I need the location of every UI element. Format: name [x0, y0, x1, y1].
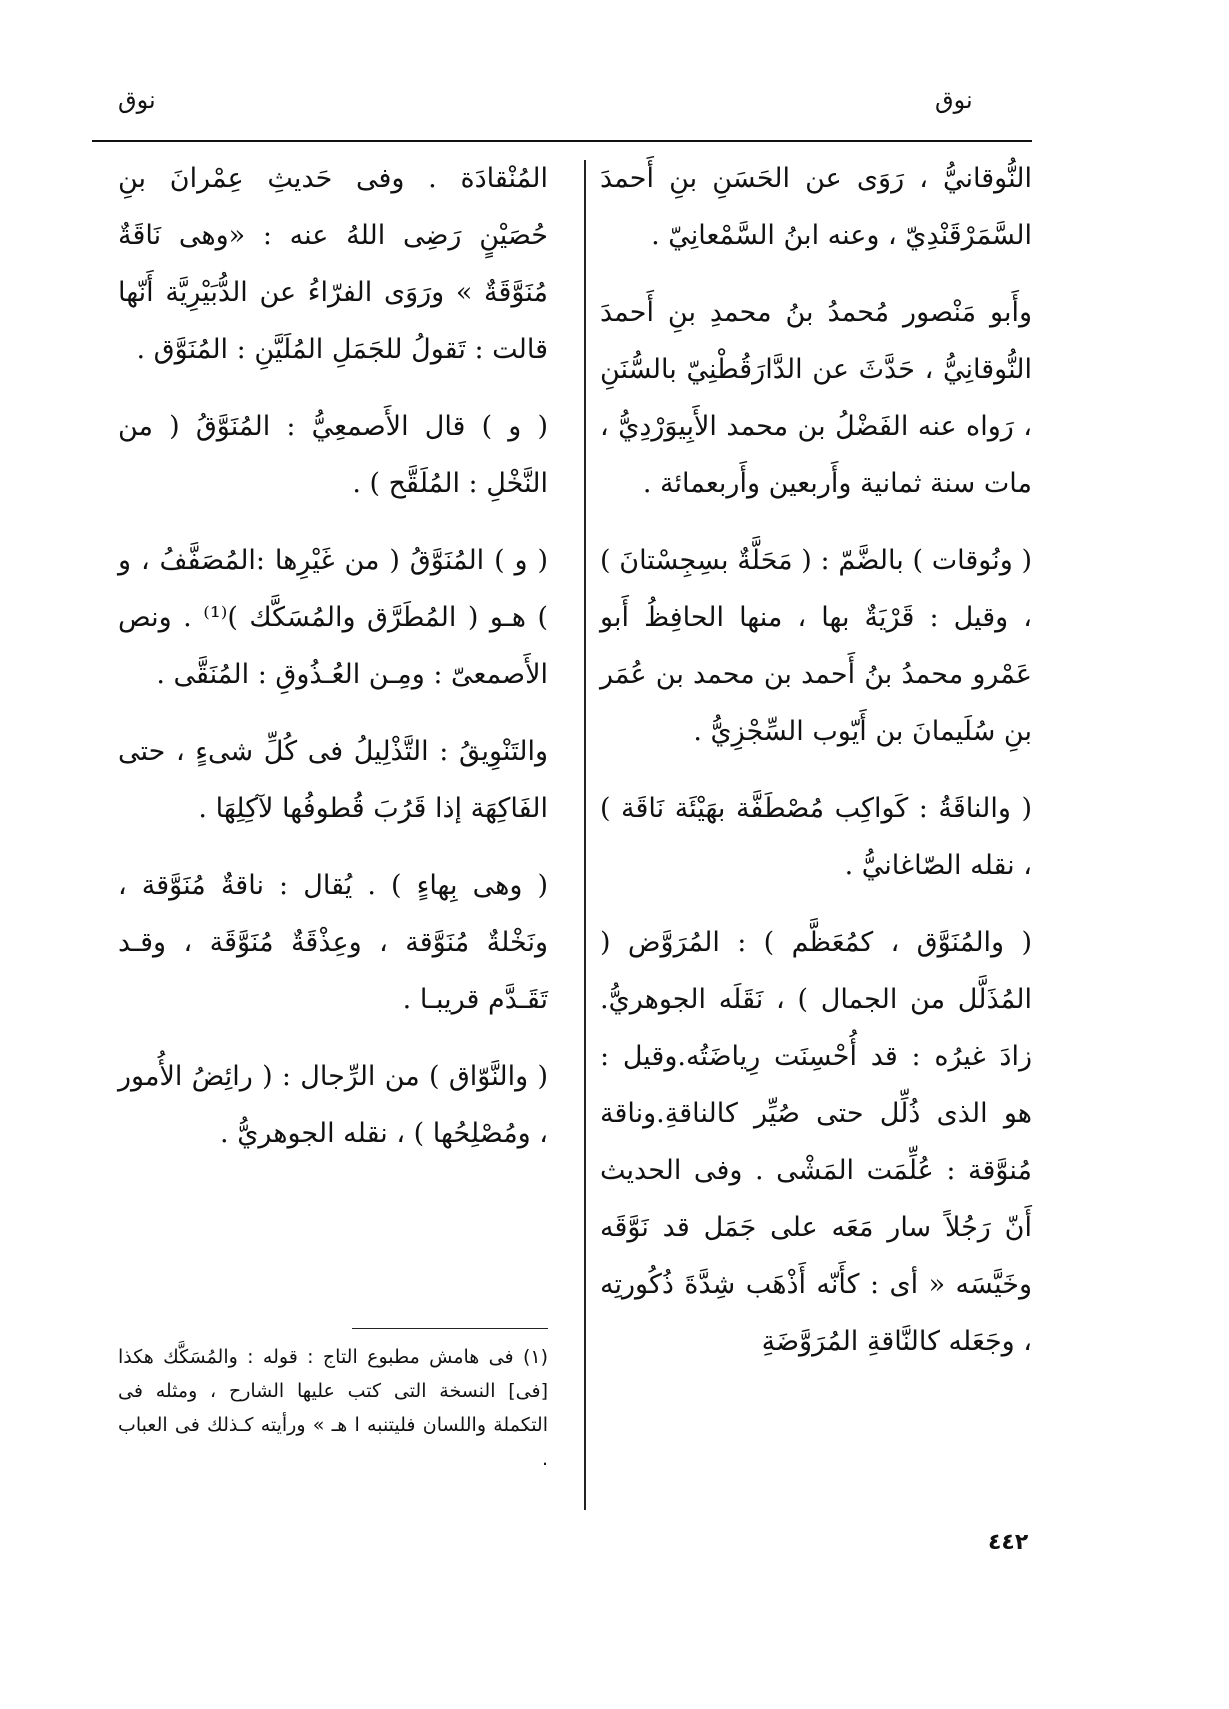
paragraph: النُّوقانيُّ ، رَوَى عن الحَسَنِ بنِ أَحمدَ السَّمَرْقَنْدِيّ ، وعنه ابنُ السَّمْعانِيّ .: [600, 163, 1032, 251]
left-column: [118, 150, 548, 1182]
paragraph: المُنْقادَة . وفى حَديثِ عِمْرانَ بنِ حُصَيْنٍ رَضِى اللهُ عنه : «وهى نَاقَةٌ مُنَوَّقَةٌ » ورَوَى الفرّاءُ عن الدُّبَيْرِيَّة أَنّها قالت : تَقولُ للجَمَلِ المُلَيَّنِ : المُنَوَّق .: [118, 163, 548, 365]
paragraph: ( والناقَةُ : كَواكِب مُصْطَفَّة بهَيْئَة نَاقَة ) ، نقله الصّاغانيُّ .: [600, 793, 1032, 881]
header-rule: [92, 140, 1032, 142]
footnote-rule: [352, 1328, 548, 1329]
page-number: ٤٤٢: [988, 1530, 1029, 1555]
paragraph: ( والنَّوّاق ) من الرِّجال : ( رائِضُ الأُمور ، ومُصْلِحُها ) ، نقله الجوهريُّ .: [118, 1061, 548, 1149]
running-header-right: نوق: [935, 86, 973, 114]
paragraph: ( و ) قال الأَصمعِيُّ : المُنَوَّقُ ( من النَّخْلِ : المُلَقَّح ) .: [118, 411, 548, 499]
paragraph: ( والمُنَوَّق ، كمُعَظَّم ) : المُرَوَّض ( المُذَلَّل من الجمال ) ، نَقَلَه الجوهريُّ. زادَ غيرُه : قد أُحْسِنَت رِياضَتُه.وقيل : هو الذى ذُلِّل حتى صُيِّر كالناقةِ.وناقة مُنوَّقة : عُلِّمَت المَشْى . وفى الحديث أَنّ رَجُلاً سار مَعَه على جَمَل قد نَوَّقَه وخَيَّسَه « أى : كأَنّه أَذْهَب شِدَّةَ ذُكُورتِه ، وجَعَله كالنَّاقةِ المُرَوَّضَةِ: [600, 927, 1032, 1357]
footnote: (١) فى هامش مطبوع التاج : قوله : والمُسَكَّك هكذا [فى] النسخة التى كتب عليها الشارح ، ومثله فى التكملة واللسان فليتنبه ا هـ » ورأيته كـذلك فى العباب .: [118, 1346, 548, 1470]
paragraph: والتَنْوِيقُ : التَّذْلِيلُ فى كُلِّ شىءٍ ، حتى الفَاكِهَة إذا قَرُبَ قُطوفُها لآكِلِهَا .: [118, 736, 548, 824]
running-header-left: نوق: [118, 86, 156, 114]
paragraph: ( وهى بِهاءٍ ) . يُقال : ناقةٌ مُنَوَّقة ، ونَخْلةٌ مُنَوَّقة ، وعِذْقَةٌ مُنَوَّقَة ، وقـد تَقَـدَّم قريبـا .: [118, 870, 548, 1015]
paragraph: ( و ) المُنَوَّقُ ( من غَيْرِها :المُصَفَّفُ ، و ) هـو ( المُطَرَّق والمُسَكَّك )⁽¹⁾ . ونص الأَصمعىّ : ومِـن العُـذُوقِ : المُنَقَّى .: [118, 545, 548, 690]
paragraph: ( ونُوقات ) بالضَّمّ : ( مَحَلَّةٌ بسِجِسْتانَ ) ، وقيل : قَرْيَةٌ بها ، منها الحافِظُ أَبو عَمْرو محمدُ بنُ أَحمد بن محمد بن عُمَر بنِ سُلَيمانَ بن أَيّوب السِّجْزِيُّ .: [600, 545, 1032, 747]
column-divider: [584, 160, 586, 1510]
paragraph: وأَبو مَنْصور مُحمدُ بنُ محمدِ بنِ أَحمدَ النُّوقانِيُّ ، حَدَّثَ عن الدَّارَقُطْنِيّ بالسُّنَنِ ، رَواه عنه الفَضْلُ بن محمد الأَبِيوَرْدِيُّ ، مات سنة ثمانية وأَربعين وأَربعمائة .: [600, 297, 1032, 499]
right-column: [600, 150, 1032, 1390]
